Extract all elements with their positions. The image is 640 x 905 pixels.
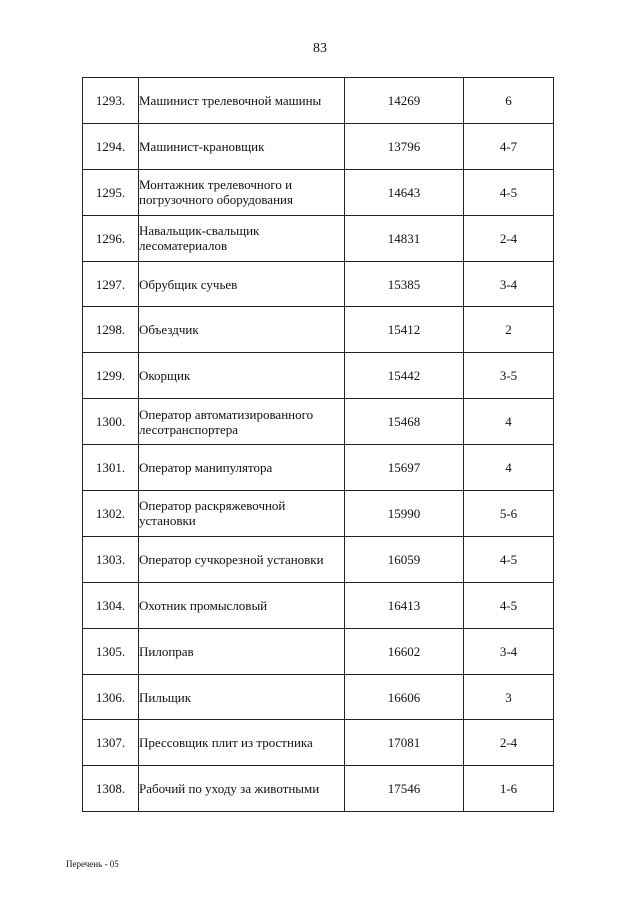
profession-name: Прессовщик плит из тростника: [139, 720, 345, 766]
grade-range: 2: [464, 307, 554, 353]
table-row: [83, 399, 554, 445]
profession-table-body: [83, 78, 554, 812]
profession-code: 14831: [345, 215, 464, 261]
grade-range: 3-4: [464, 261, 554, 307]
profession-name: Пилоправ: [139, 628, 345, 674]
grade-range: 3: [464, 674, 554, 720]
profession-code: 15442: [345, 353, 464, 399]
row-number: 1301.: [83, 445, 139, 491]
profession-name: Обрубщик сучьев: [139, 261, 345, 307]
profession-code: 17081: [345, 720, 464, 766]
row-number: 1299.: [83, 353, 139, 399]
row-number: 1298.: [83, 307, 139, 353]
profession-name: Охотник промысловый: [139, 582, 345, 628]
profession-name: Оператор автоматизированного лесотранспортера: [139, 399, 345, 445]
profession-name: Машинист-крановщик: [139, 123, 345, 169]
grade-range: 4-5: [464, 582, 554, 628]
profession-code: 14269: [345, 78, 464, 124]
table-row: [83, 536, 554, 582]
profession-name: Оператор манипулятора: [139, 445, 345, 491]
page-number: 83: [313, 41, 327, 56]
row-number: 1304.: [83, 582, 139, 628]
profession-name: Машинист трелевочной машины: [139, 78, 345, 124]
profession-name: Окорщик: [139, 353, 345, 399]
row-number: 1307.: [83, 720, 139, 766]
grade-range: 3-4: [464, 628, 554, 674]
grade-range: 4-5: [464, 536, 554, 582]
profession-code: 16059: [345, 536, 464, 582]
profession-name: Оператор раскряжевочной установки: [139, 491, 345, 537]
profession-code: 15385: [345, 261, 464, 307]
grade-range: 5-6: [464, 491, 554, 537]
row-number: 1305.: [83, 628, 139, 674]
grade-range: 4: [464, 399, 554, 445]
grade-range: 1-6: [464, 766, 554, 812]
table-row: [83, 78, 554, 124]
row-number: 1296.: [83, 215, 139, 261]
grade-range: 4-7: [464, 123, 554, 169]
profession-name: Монтажник трелевочного и погрузочного оборудования: [139, 169, 345, 215]
table-row: [83, 261, 554, 307]
profession-name: Пильщик: [139, 674, 345, 720]
row-number: 1295.: [83, 169, 139, 215]
grade-range: 2-4: [464, 215, 554, 261]
table-row: [83, 628, 554, 674]
profession-name: Рабочий по уходу за животными: [139, 766, 345, 812]
profession-code: 16602: [345, 628, 464, 674]
table-row: [83, 215, 554, 261]
profession-name: Навальщик-свальщик лесоматериалов: [139, 215, 345, 261]
row-number: 1294.: [83, 123, 139, 169]
row-number: 1300.: [83, 399, 139, 445]
profession-code: 15990: [345, 491, 464, 537]
profession-code: 15468: [345, 399, 464, 445]
table-row: [83, 353, 554, 399]
table-row: [83, 169, 554, 215]
table-row: [83, 445, 554, 491]
profession-code: 17546: [345, 766, 464, 812]
table-row: [83, 123, 554, 169]
grade-range: 2-4: [464, 720, 554, 766]
profession-table: [82, 77, 554, 812]
grade-range: 4: [464, 445, 554, 491]
row-number: 1297.: [83, 261, 139, 307]
profession-code: 16413: [345, 582, 464, 628]
footer-note: Перечень - 05: [66, 859, 119, 869]
table-row: [83, 674, 554, 720]
row-number: 1306.: [83, 674, 139, 720]
row-number: 1293.: [83, 78, 139, 124]
grade-range: 6: [464, 78, 554, 124]
row-number: 1303.: [83, 536, 139, 582]
table-row: [83, 766, 554, 812]
profession-code: 14643: [345, 169, 464, 215]
grade-range: 4-5: [464, 169, 554, 215]
table-row: [83, 720, 554, 766]
table-row: [83, 307, 554, 353]
table-row: [83, 491, 554, 537]
table-row: [83, 582, 554, 628]
profession-code: 16606: [345, 674, 464, 720]
profession-name: Объездчик: [139, 307, 345, 353]
profession-code: 15697: [345, 445, 464, 491]
profession-code: 13796: [345, 123, 464, 169]
profession-code: 15412: [345, 307, 464, 353]
row-number: 1302.: [83, 491, 139, 537]
grade-range: 3-5: [464, 353, 554, 399]
row-number: 1308.: [83, 766, 139, 812]
profession-name: Оператор сучкорезной установки: [139, 536, 345, 582]
